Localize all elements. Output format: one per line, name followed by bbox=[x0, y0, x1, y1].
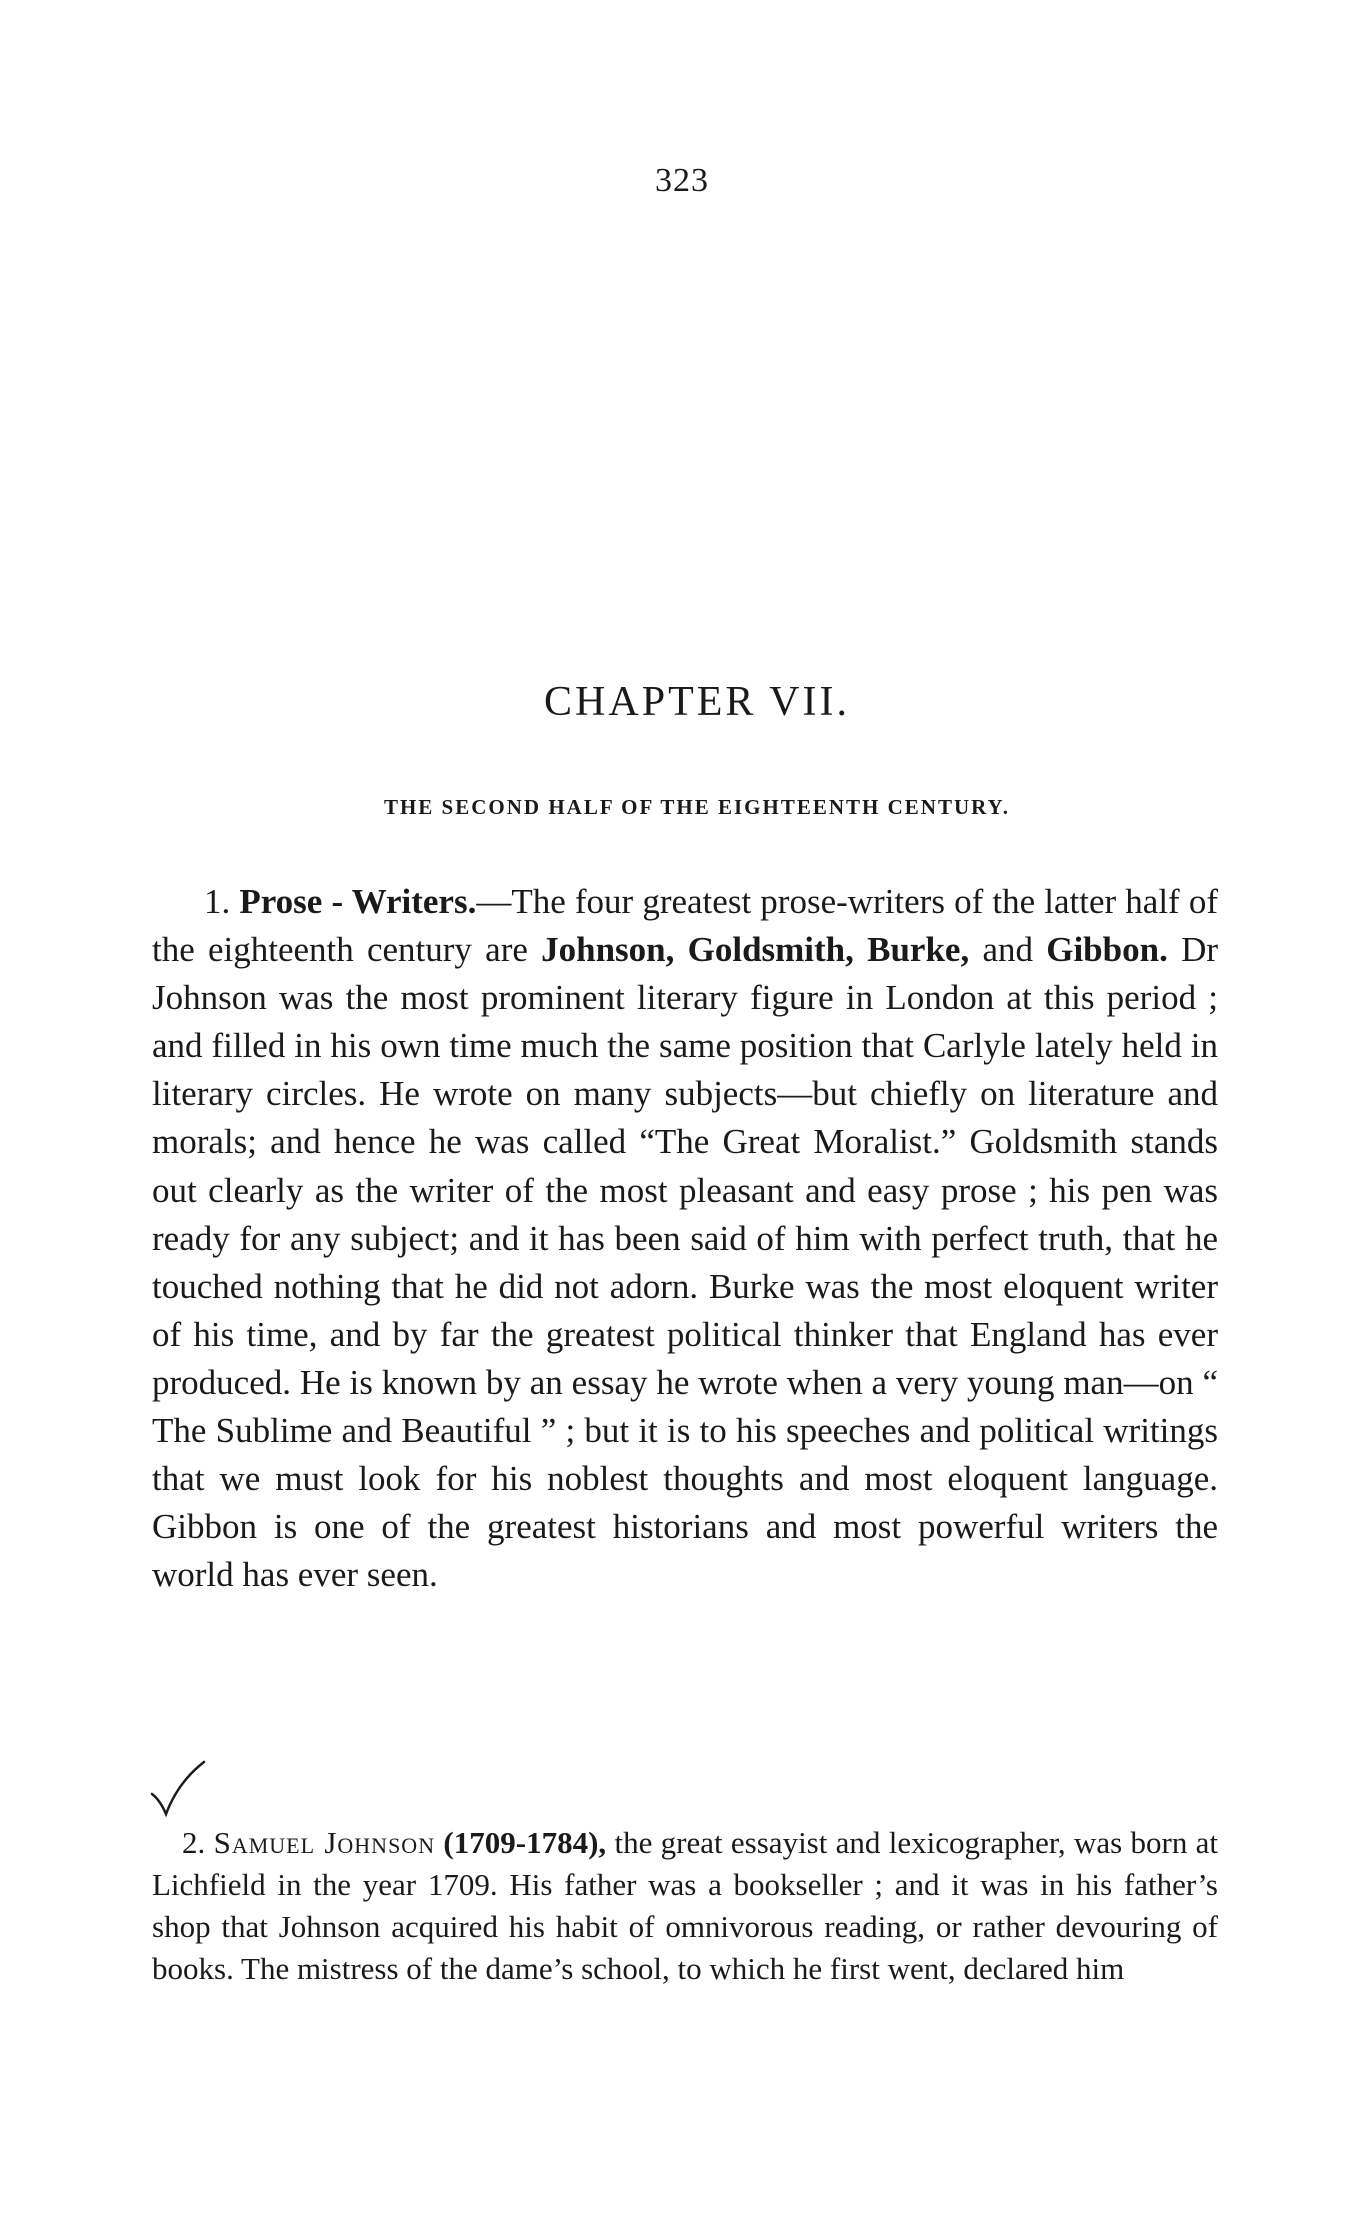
section-heading: Prose - Writers. bbox=[239, 882, 477, 921]
paragraph-body: Dr Johnson was the most prominent literary figure in London at this period ; and filled in his own time much the same position that Carlyle lately held in literary circles. He wrote on many subjects—but chiefly on literature and morals; and hence he was called “The Great Moralist.” Goldsmith stands out clearly as the writer of the most pleasant and easy prose ; his pen was ready for any subject; and it has been said of him with perfect truth, that he touched nothing that he did not adorn. Burke was the most eloquent writer of his time, and by far the greatest political thinker that England has ever produced. He is known by an essay he wrote when a very young man—on “ The Sublime and Beautiful ” ; but it is to his speeches and political writings that we must look for his noblest thoughts and most eloquent language. Gibbon is one of the greatest historians and most powerful writers the world has ever seen. bbox=[152, 930, 1219, 1595]
checkmark-icon bbox=[148, 1760, 208, 1820]
section-number: 2. bbox=[182, 1825, 206, 1860]
paragraph-body: the great essayist and lexicographer, was born at Lichfield in the year 1709. His father was a bookseller ; and it was in his father’s shop that Johnson acquired his habit of omnivorous reading, or rather devouring of books. The mistress of the dame’s school, to which he first went, declared him bbox=[152, 1825, 1219, 1986]
writer-names: Johnson, Goldsmith, Burke, bbox=[541, 930, 970, 970]
writer-name-gibbon: Gibbon. bbox=[1046, 930, 1168, 970]
and-text: and bbox=[969, 930, 1047, 970]
intro-text: —The four greatest prose-writers of the latter half of the eighteenth century are bbox=[152, 882, 1219, 970]
person-name: Samuel Johnson bbox=[213, 1825, 436, 1860]
page-number: 323 bbox=[655, 162, 709, 199]
paragraph-samuel-johnson bbox=[152, 1822, 1218, 1990]
life-dates: (1709-1784), bbox=[443, 1825, 607, 1860]
paragraph-prose-writers bbox=[152, 878, 1218, 1599]
chapter-title: CHAPTER VII. bbox=[544, 679, 850, 725]
section-number: 1. bbox=[204, 882, 231, 921]
chapter-subtitle: THE SECOND HALF OF THE EIGHTEENTH CENTURY. bbox=[383, 795, 1011, 819]
